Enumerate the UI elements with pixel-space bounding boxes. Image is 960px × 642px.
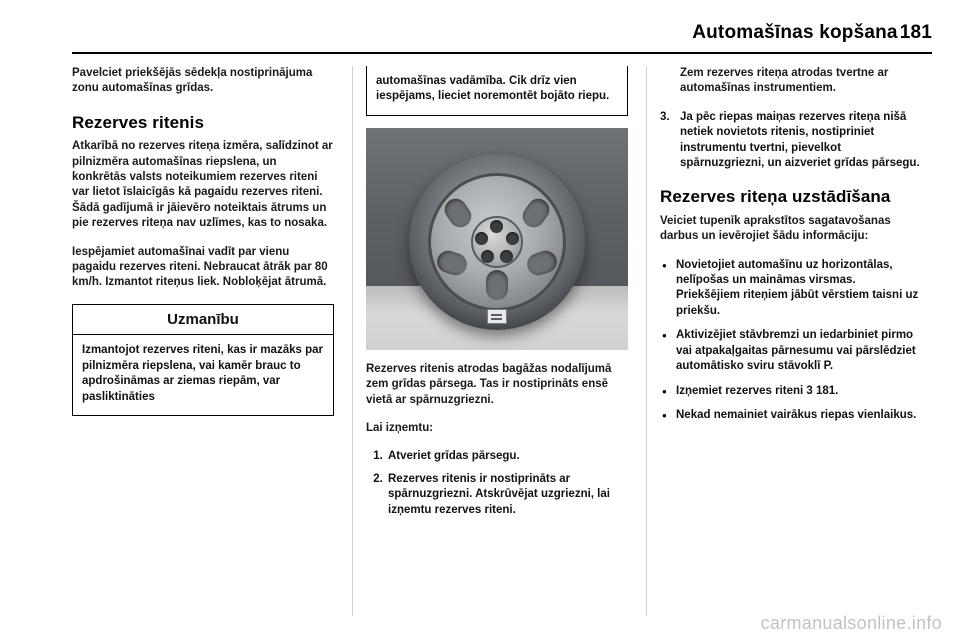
figure-bolt-hole xyxy=(500,250,513,263)
col2-paragraph-1: Rezerves ritenis atrodas bagāžas nodalījumā zem grīdas pārsega. Tas ir nostiprināts ensē vietā ar spārnuzgriezni. xyxy=(366,362,612,406)
column-one xyxy=(72,66,334,416)
list-item: ● Novietojiet automašīnu uz horizontālas, nelīpošas un maināmas virsmas. Priekšējiem riteņiem jābūt vērstiem taisni uz priekšu. xyxy=(676,258,922,320)
figure-rim-slot xyxy=(440,194,475,231)
figure-rim xyxy=(428,173,566,311)
list-item: ● Aktivizējiet stāvbremzi un iedarbiniet pirmo vai atpakaļgaitas pārnesumu vai pārslēdziet automātisko sviru stāvoklī P. xyxy=(676,328,922,374)
col2-steps-list xyxy=(366,449,628,518)
notice-continuation: automašīnas vadāmība. Cik drīz vien iespējams, lieciet noremontēt bojāto riepu. xyxy=(366,66,628,116)
watermark: carmanualsonline.info xyxy=(760,613,942,633)
header-page-number: 181 xyxy=(899,22,932,43)
col3-step-top: Zem rezerves riteņa atrodas tvertne ar automašīnas instrumentiem. xyxy=(680,67,889,95)
col3-step-three-text: Ja pēc riepas maiņas rezerves riteņa nišā netiek novietots ritenis, nostipriniet instrumentu tvertni, pievelkot spārnuzgriezni, un aizveriet grīdas pārsegu. xyxy=(680,110,920,170)
column-two xyxy=(366,66,628,530)
figure-wheel xyxy=(409,154,585,330)
figure-bolt-hole xyxy=(481,250,494,263)
figure-bolt-hole xyxy=(506,232,519,245)
list-item: 1. Atveriet grīdas pārsegu. xyxy=(386,449,628,464)
list-item: 2. Rezerves ritenis ir nostiprināts ar spārnuzgriezni. Atskrūvējat uzgriezni, lai izņemtu rezerves riteni. xyxy=(386,472,628,518)
col3-paragraph-1: Veiciet tupenīk aprakstītos sagatavošanas darbus un ievērojiet šādu informāciju: xyxy=(660,214,891,243)
notice-body: Izmantojot rezerves riteni, kas ir mazāks par pilnizmēra riepslena, vai kamēr brauc to apdrošināmas ar ziemas riepām, var pasliktināties xyxy=(82,344,323,403)
col2-steps-intro: Lai izņemtu: xyxy=(366,422,434,435)
header-rule xyxy=(72,52,932,54)
section-heading-spare-wheel-install: Rezerves riteņa uzstādīšana xyxy=(660,187,891,207)
column-three xyxy=(660,66,922,435)
figure-hub xyxy=(471,216,523,268)
figure-rim-slot xyxy=(486,270,508,300)
figure-bolt-hole xyxy=(475,232,488,245)
list-item: ● Izņemiet rezerves riteni 3 181. xyxy=(676,384,922,399)
column-divider-2 xyxy=(646,66,647,616)
col3-bullet-list xyxy=(660,258,922,424)
figure-label-plate xyxy=(487,309,507,324)
header-title: Automašīnas kopšana xyxy=(692,22,898,43)
col3-step-three xyxy=(660,110,922,172)
notice-box xyxy=(72,304,334,416)
col1-paragraph-2: Atkarībā no rezerves riteņa izmēra, salīdzinot ar pilnizmēra automašīnas riepslena, un konkrētās valsts noteikumiem rezerves riteni var lietot īslaicīgās kā pagaidu rezerves riteni. Šādā gadījumā ir jāievēro noteiktais ātrums un pie rezerves riteņa nav uzlīmes, kas to nosaka. xyxy=(72,140,333,230)
column-divider-1 xyxy=(352,66,353,616)
figure-rim-slot xyxy=(524,248,559,278)
notice-title: Uzmanību xyxy=(73,305,333,335)
figure-bolt-hole xyxy=(490,220,503,233)
col3-step-three-number: 3. xyxy=(660,110,670,123)
figure-rim-slot xyxy=(434,248,469,278)
page-header xyxy=(692,22,932,44)
figure-rim-slot xyxy=(518,194,553,231)
list-item: ● Nekad nemainiet vairākus riepas vienlaikus. xyxy=(676,408,922,423)
spare-wheel-photo xyxy=(366,128,628,350)
col1-paragraph-1: Pavelciet priekšējās sēdekļa nostiprinājuma zonu automašīnas grīdas. xyxy=(72,67,313,95)
col1-paragraph-3: Iespējamiet automašīnai vadīt par vienu pagaidu rezerves riteni. Nebraucat ātrāk par 80 km/h. Izmantot riteņus liek. Nobloķējat ātrumā. xyxy=(72,245,328,289)
section-heading-spare-wheel: Rezerves ritenis xyxy=(72,112,205,132)
